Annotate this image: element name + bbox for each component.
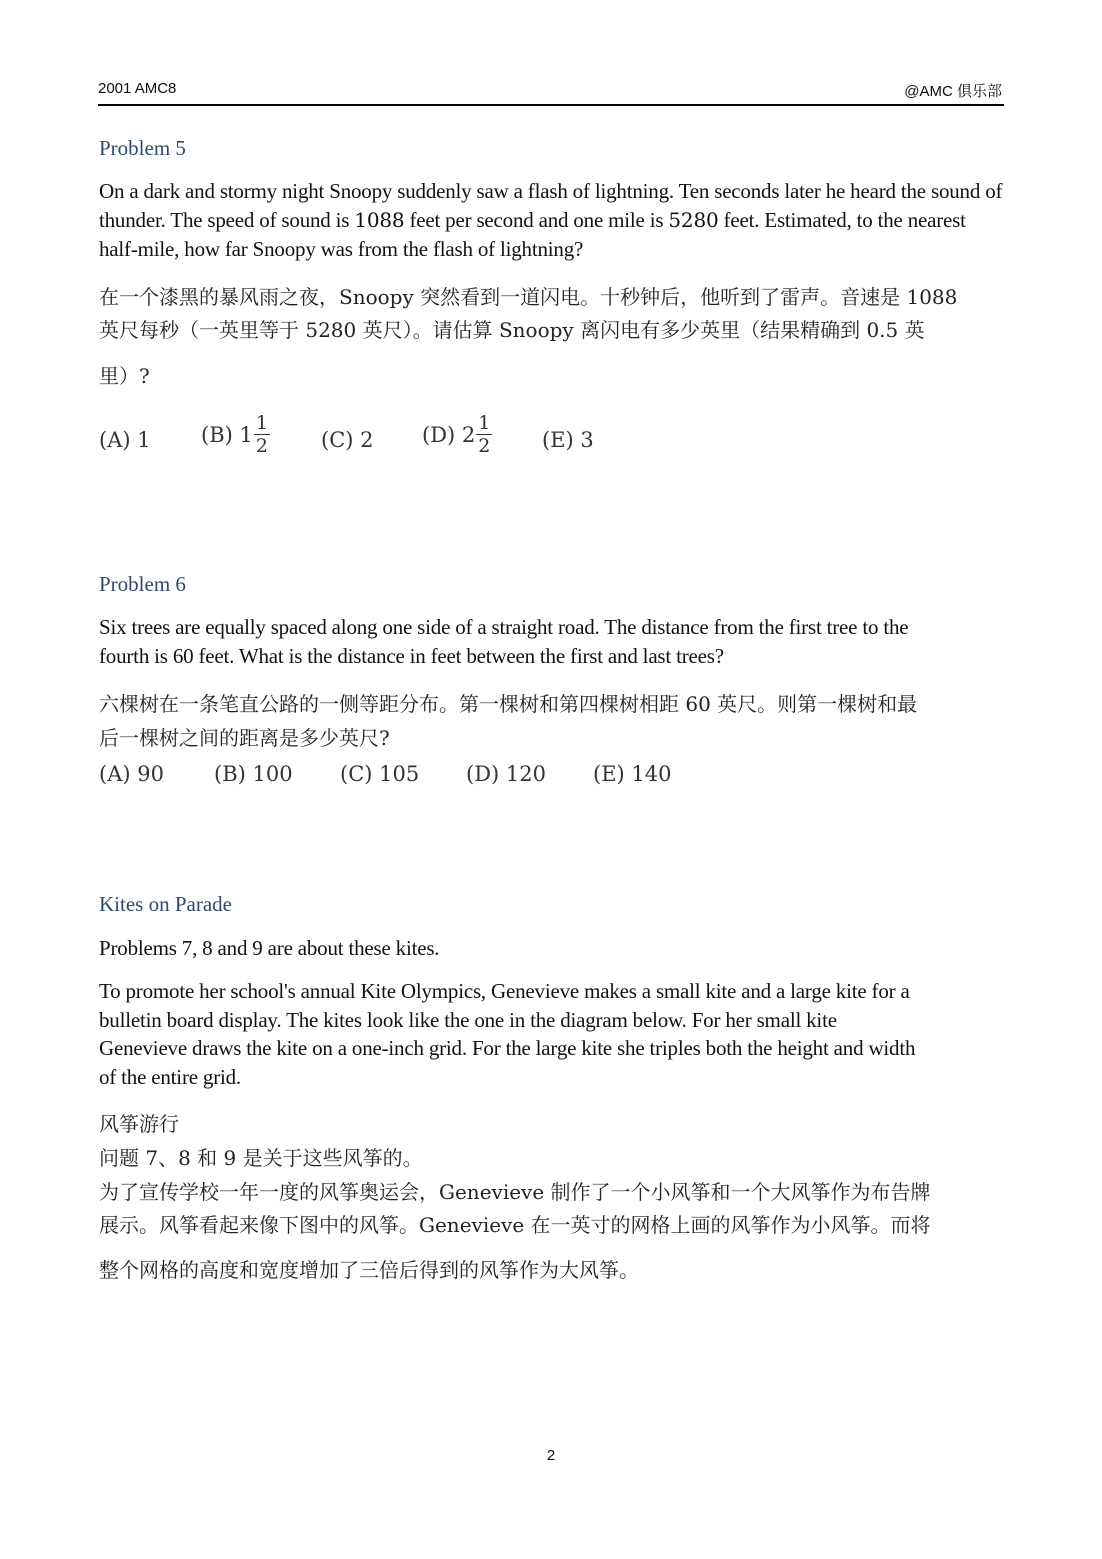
page-header: [98, 78, 1004, 106]
problem-5-text-3: feet. Estimated, to the nearest half-mile, how far Snoopy was from the flash of lightning?: [99, 208, 966, 261]
choice-b-numerator: 1: [255, 412, 268, 434]
choice-b-denominator: 2: [255, 435, 268, 457]
kites-english-line-2: bulletin board display. The kites look like the one in the diagram below. For her small kite: [99, 1008, 837, 1032]
choice-d-denominator: 2: [478, 435, 491, 457]
kites-intro: Problems 7, 8 and 9 are about these kites.: [99, 936, 440, 960]
choice-b-fraction: [254, 412, 270, 457]
problem-6-english-line-2: fourth is 60 feet. What is the distance in feet between the first and last trees?: [99, 644, 724, 668]
page-number: 2: [546, 1447, 556, 1464]
choice-c: (C) 2: [321, 428, 374, 452]
choice-d-fraction: [476, 412, 492, 457]
choice-a: (A) 1: [99, 428, 151, 452]
choice-a: (A) 90: [99, 762, 164, 786]
choice-b-whole: (B) 1: [201, 422, 253, 447]
problem-6-chinese-line-1: 六棵树在一条笔直公路的一侧等距分布。第一棵树和第四棵树相距 60 英尺。则第一棵树和最: [99, 692, 918, 716]
choice-d-whole: (D) 2: [422, 422, 476, 447]
kites-chinese-line-3: 整个网格的高度和宽度增加了三倍后得到的风筝作为大风筝。: [99, 1258, 639, 1282]
kites-title: Kites on Parade: [99, 892, 232, 916]
feet-per-mile-value: 5280: [668, 208, 719, 232]
choice-c: (C) 105: [340, 762, 420, 786]
kites-english-line-3: Genevieve draws the kite on a one-inch grid. For the large kite she triples both the height and width: [99, 1036, 916, 1060]
problem-5-text-1: On a dark and stormy night Snoopy suddenly saw a flash of lightning. Ten seconds later he heard the sound of thunder. The speed of sound is: [99, 179, 1003, 232]
problem-5-choices: [99, 412, 699, 472]
header-title: 2001 AMC8: [98, 80, 177, 97]
choice-e: (E) 140: [593, 762, 672, 786]
problem-5-chinese-line-1: 在一个漆黑的暴风雨之夜，Snoopy 突然看到一道闪电。十秒钟后，他听到了雷声。音速是 1088: [99, 285, 958, 309]
choice-d: (D) 120: [466, 762, 546, 786]
problem-6-title: Problem 6: [99, 572, 186, 596]
kites-chinese-intro: 问题 7、8 和 9 是关于这些风筝的。: [99, 1146, 423, 1170]
kites-chinese-title: 风筝游行: [99, 1112, 179, 1136]
problem-6-choices: [99, 762, 719, 792]
problem-5-chinese-line-3: 里）?: [99, 364, 150, 388]
kites-english-line-1: To promote her school's annual Kite Olympics, Genevieve makes a small kite and a large kite for a: [99, 979, 910, 1003]
problem-6-english-line-1: Six trees are equally spaced along one side of a straight road. The distance from the first tree to the: [99, 615, 909, 639]
problem-5-title: Problem 5: [99, 136, 186, 160]
choice-b: [201, 412, 270, 457]
choice-b: (B) 100: [214, 762, 293, 786]
kites-english-line-4: of the entire grid.: [99, 1065, 241, 1089]
choice-e: (E) 3: [542, 428, 594, 452]
speed-of-sound-value: 1088: [354, 208, 405, 232]
problem-5-chinese-line-2: 英尺每秒（一英里等于 5280 英尺）。请估算 Snoopy 离闪电有多少英里（结果精确到 0.5 英: [99, 318, 925, 342]
problem-6-chinese-line-2: 后一棵树之间的距离是多少英尺?: [99, 726, 390, 750]
choice-d: [422, 412, 492, 457]
kites-chinese-line-2: 展示。风筝看起来像下图中的风筝。Genevieve 在一英寸的网格上画的风筝作为小风筝。而将: [99, 1213, 931, 1237]
problem-5-text-2: feet per second and one mile is: [404, 208, 669, 232]
header-club: @AMC 俱乐部: [904, 83, 1002, 100]
choice-d-numerator: 1: [478, 412, 491, 434]
problem-5-english: [99, 177, 1009, 264]
kites-chinese-line-1: 为了宣传学校一年一度的风筝奥运会，Genevieve 制作了一个小风筝和一个大风筝作为布告牌: [99, 1180, 931, 1204]
